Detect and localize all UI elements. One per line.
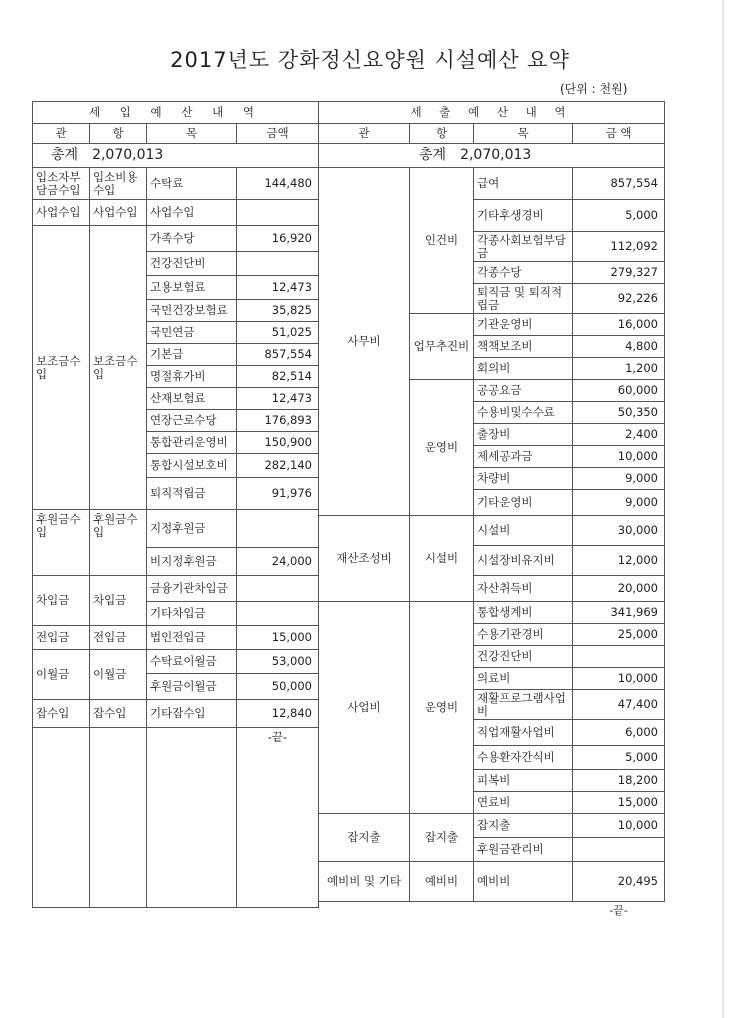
expense-amount-cell: 112,092 [573,232,665,262]
income-amount-cell: 12,473 [237,276,319,300]
income-mok-cell: 지정후원금 [147,510,237,548]
expense-hang-cell: 운영비 [410,602,474,814]
income-amount-cell: 12,473 [237,388,319,410]
income-mok-cell: 후원금이월금 [147,674,237,700]
expense-mok-cell: 각종사회보험부담금 [474,232,573,262]
income-mok-cell: 금융기관차입금 [147,576,237,602]
income-mok-cell: 퇴직적립금 [147,478,237,510]
expense-mok-cell: 기관운영비 [474,314,573,336]
expense-col-amount: 금 액 [573,124,665,144]
expense-mok-cell: 회의비 [474,358,573,380]
income-header: 세 입 예 산 내 역 [33,102,319,124]
income-gwan-cell: 전입금 [33,626,90,650]
income-amount-cell: 15,000 [237,626,319,650]
scan-edge [722,0,724,1018]
expense-hang-cell: 운영비 [410,380,474,516]
income-gwan-cell: 사업수입 [33,200,90,226]
expense-amount-cell: 30,000 [573,516,665,546]
income-mok-cell: 법인전입금 [147,626,237,650]
expense-col-hang: 항 [410,124,474,144]
expense-amount-cell: 25,000 [573,624,665,646]
expense-mok-cell: 공공요금 [474,380,573,402]
expense-col-gwan: 관 [319,124,410,144]
expense-end-mark: -끝- [609,904,628,918]
income-gwan-cell: 이월금 [33,650,90,700]
expense-gwan-cell: 사업비 [319,602,410,814]
income-total-row [33,144,319,168]
expense-amount-cell: 10,000 [573,668,665,690]
expense-mok-cell: 기타운영비 [474,490,573,516]
income-hang-cell: 이월금 [90,650,147,700]
expense-amount-cell: 47,400 [573,690,665,720]
expense-mok-cell: 퇴직금 및 퇴직적립금 [474,284,573,314]
expense-amount-cell: 2,400 [573,424,665,446]
income-table [32,101,319,908]
expense-mok-cell: 기타후생경비 [474,200,573,232]
expense-hang-cell: 시설비 [410,516,474,602]
income-amount-cell: 53,000 [237,650,319,674]
expense-mok-cell: 연료비 [474,792,573,814]
expense-hang-cell: 인건비 [410,168,474,314]
income-hang-cell: 전입금 [90,626,147,650]
income-amount-cell: 82,514 [237,366,319,388]
income-amount-cell: 144,480 [237,168,319,200]
income-mok-cell: 건강진단비 [147,252,237,276]
income-amount-cell [237,200,319,226]
expense-mok-cell: 수용비및수수료 [474,402,573,424]
income-mok-cell: 국민건강보험료 [147,300,237,322]
expense-mok-cell: 자산취득비 [474,576,573,602]
income-mok-cell: 수탁료이월금 [147,650,237,674]
expense-mok-cell: 직업재활사업비 [474,720,573,746]
income-amount-cell [237,252,319,276]
income-hang-cell: 후원금수입 [90,510,147,576]
income-mok-cell: 기타잡수입 [147,700,237,728]
income-gwan-cell: 잡수입 [33,700,90,728]
expense-amount-cell: 15,000 [573,792,665,814]
expense-mok-cell: 수용환자간식비 [474,746,573,770]
expense-amount-cell: 18,200 [573,770,665,792]
income-hang-cell: 사업수입 [90,200,147,226]
income-blank-cell [90,728,147,908]
expense-mok-cell: 출장비 [474,424,573,446]
expense-mok-cell: 피복비 [474,770,573,792]
income-mok-cell: 기타차입금 [147,602,237,626]
expense-mok-cell: 차량비 [474,468,573,490]
expense-hang-cell: 예비비 [410,862,474,902]
expense-mok-cell: 급여 [474,168,573,200]
expense-total-row [319,144,665,168]
expense-mok-cell: 통합생계비 [474,602,573,624]
expense-amount-cell: 50,350 [573,402,665,424]
expense-col-mok: 목 [474,124,573,144]
income-amount-cell: 24,000 [237,548,319,576]
income-total-value: 2,070,013 [92,147,164,163]
expense-amount-cell: 92,226 [573,284,665,314]
income-amount-cell: 50,000 [237,674,319,700]
income-mok-cell: 가족수당 [147,226,237,252]
expense-amount-cell [573,646,665,668]
income-col-mok: 목 [147,124,237,144]
income-gwan-cell: 후원금수입 [33,510,90,576]
income-mok-cell: 국민연금 [147,322,237,344]
income-amount-cell: 857,554 [237,344,319,366]
income-amount-cell: 16,920 [237,226,319,252]
income-mok-cell: 통합시설보호비 [147,454,237,478]
expense-hang-cell: 잡지출 [410,814,474,862]
income-amount-cell [237,576,319,602]
income-hang-cell: 차입금 [90,576,147,626]
income-mok-cell: 연장근로수당 [147,410,237,432]
income-amount-cell: 12,840 [237,700,319,728]
income-amount-cell: 51,025 [237,322,319,344]
expense-total-value: 2,070,013 [460,147,532,163]
income-gwan-cell: 입소자부담금수입 [33,168,90,200]
expense-mok-cell: 시설장비유지비 [474,546,573,576]
income-amount-cell [237,510,319,548]
expense-total-label: 총계 [419,147,447,163]
expense-mok-cell: 제세공과금 [474,446,573,468]
expense-gwan-cell: 예비비 및 기타 [319,862,410,902]
expense-mok-cell: 재활프로그램사업비 [474,690,573,720]
income-hang-cell: 입소비용수입 [90,168,147,200]
expense-amount-cell: 9,000 [573,468,665,490]
income-amount-cell: 91,976 [237,478,319,510]
expense-amount-cell: 60,000 [573,380,665,402]
expense-amount-cell: 5,000 [573,746,665,770]
income-hang-cell: 잡수입 [90,700,147,728]
income-mok-cell: 사업수입 [147,200,237,226]
expense-amount-cell: 10,000 [573,446,665,468]
unit-note: (단위 : 천원) [560,82,628,96]
income-hang-cell: 보조금수입 [90,226,147,510]
expense-gwan-cell: 사무비 [319,168,410,516]
expense-amount-cell: 20,000 [573,576,665,602]
expense-mok-cell: 의료비 [474,668,573,690]
income-gwan-cell: 차입금 [33,576,90,626]
expense-table [318,101,665,920]
expense-mok-cell: 후원금관리비 [474,838,573,862]
expense-amount-cell [573,838,665,862]
expense-mok-cell: 책책보조비 [474,336,573,358]
income-amount-cell: 282,140 [237,454,319,478]
expense-header: 세 출 예 산 내 역 [319,102,665,124]
expense-mok-cell: 시설비 [474,516,573,546]
expense-mok-cell: 건강진단비 [474,646,573,668]
expense-mok-cell: 수용기관경비 [474,624,573,646]
income-blank-cell [147,728,237,908]
expense-amount-cell: 4,800 [573,336,665,358]
income-blank-cell [33,728,90,908]
expense-gwan-cell: 재산조성비 [319,516,410,602]
income-amount-cell: 176,893 [237,410,319,432]
income-amount-cell [237,602,319,626]
expense-amount-cell: 6,000 [573,720,665,746]
income-mok-cell: 기본급 [147,344,237,366]
income-mok-cell: 수탁료 [147,168,237,200]
expense-amount-cell: 279,327 [573,262,665,284]
income-col-gwan: 관 [33,124,90,144]
income-total-label: 총계 [51,147,79,163]
expense-amount-cell: 10,000 [573,814,665,838]
expense-amount-cell: 341,969 [573,602,665,624]
expense-amount-cell: 1,200 [573,358,665,380]
income-col-hang: 항 [90,124,147,144]
expense-mok-cell: 잡지출 [474,814,573,838]
expense-amount-cell: 12,000 [573,546,665,576]
expense-hang-cell: 업무추진비 [410,314,474,380]
expense-amount-cell: 857,554 [573,168,665,200]
income-mok-cell: 비지정후원금 [147,548,237,576]
expense-amount-cell: 20,495 [573,862,665,902]
income-mok-cell: 명절휴가비 [147,366,237,388]
income-mok-cell: 산재보험료 [147,388,237,410]
expense-mok-cell: 각종수당 [474,262,573,284]
income-mok-cell: 통합관리운영비 [147,432,237,454]
income-gwan-cell: 보조금수입 [33,226,90,510]
expense-gwan-cell: 잡지출 [319,814,410,862]
page-title: 2017년도 강화정신요양원 시설예산 요약 [170,48,570,72]
income-col-amount: 금액 [237,124,319,144]
income-mok-cell: 고용보험료 [147,276,237,300]
income-end-mark: -끝- [237,728,319,908]
expense-amount-cell: 5,000 [573,200,665,232]
expense-amount-cell: 9,000 [573,490,665,516]
income-amount-cell: 150,900 [237,432,319,454]
expense-amount-cell: 16,000 [573,314,665,336]
income-amount-cell: 35,825 [237,300,319,322]
expense-mok-cell: 예비비 [474,862,573,902]
